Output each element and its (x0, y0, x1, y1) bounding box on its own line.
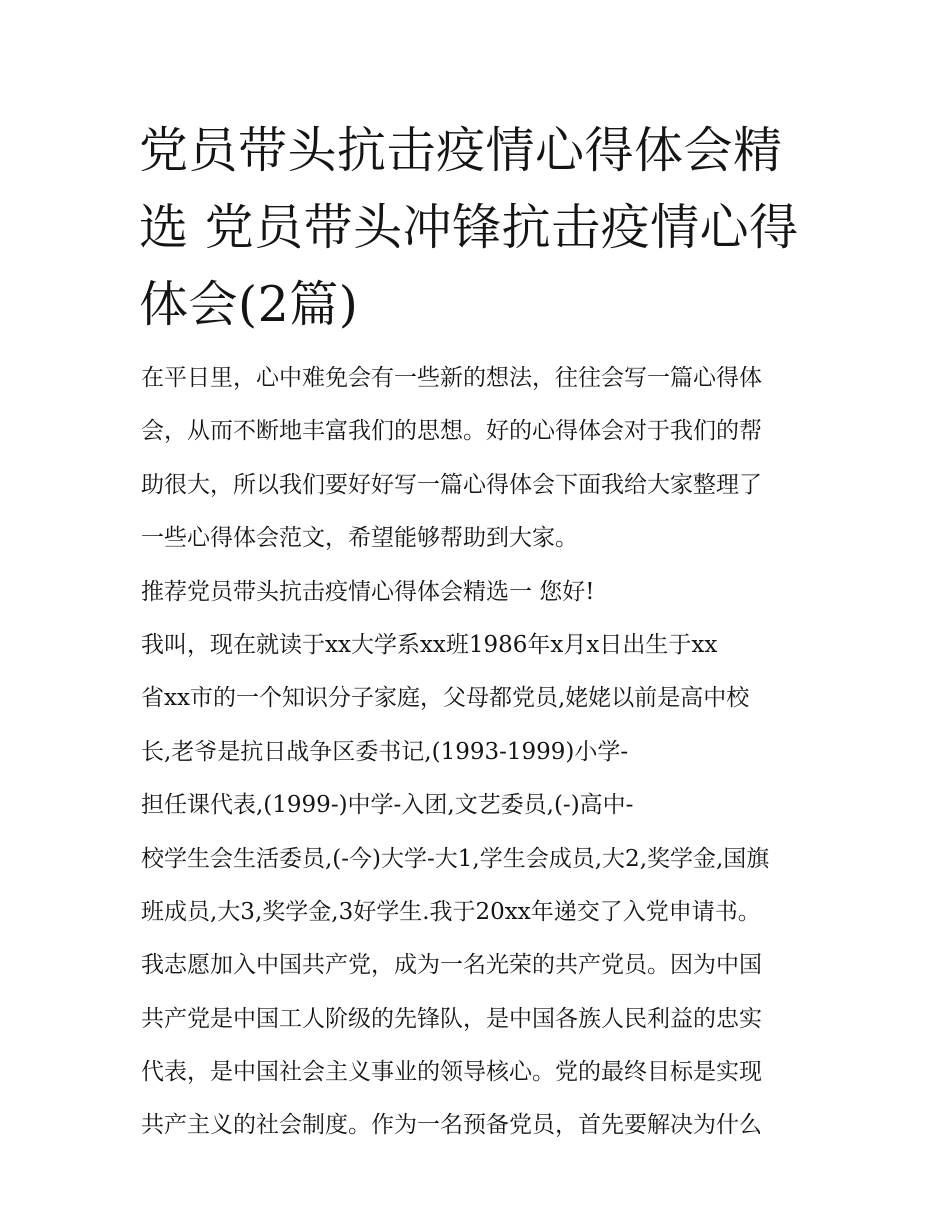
document-body (141, 352, 813, 1153)
body-line: 担任课代表,(1999-)中学-入团,文艺委员,(-)高中- (141, 792, 634, 819)
body-line: 代表，是中国社会主义事业的领导核心。党的最终目标是实现 (141, 1059, 762, 1086)
document-title: 党员带头抗击疫情心得体会精选 党员带头冲锋抗击疫情心得体会(2篇) (139, 122, 799, 333)
body-line: 我志愿加入中国共产党，成为一名光荣的共产党员。因为中国 (141, 952, 762, 979)
body-line: 推荐党员带头抗击疫情心得体会精选一 您好! (141, 578, 595, 605)
body-line: 我叫，现在就读于xx大学系xx班1986年x月x日出生于xx (141, 631, 718, 658)
body-line: 助很大，所以我们要好好写一篇心得体会下面我给大家整理了 (141, 471, 762, 498)
body-line: 校学生会生活委员,(-今)大学-大1,学生会成员,大2,奖学金,国旗 (141, 845, 770, 872)
body-line: 在平日里，心中难免会有一些新的想法，往往会写一篇心得体 (141, 365, 762, 391)
body-line: 共产党是中国工人阶级的先锋队，是中国各族人民利益的忠实 (141, 1005, 762, 1032)
body-line: 共产主义的社会制度。作为一名预备党员，首先要解决为什么 (141, 1112, 762, 1139)
body-line: 会，从而不断地丰富我们的思想。好的心得体会对于我们的帮 (141, 418, 762, 445)
body-line: 长,老爷是抗日战争区委书记,(1993-1999)小学- (141, 738, 629, 765)
body-line: 省xx市的一个知识分子家庭，父母都党员,姥姥以前是高中校 (141, 685, 750, 712)
body-line: 一些心得体会范文，希望能够帮助到大家。 (141, 525, 578, 552)
body-line: 班成员,大3,奖学金,3好学生.我于20xx年递交了入党申请书。 (141, 898, 761, 925)
